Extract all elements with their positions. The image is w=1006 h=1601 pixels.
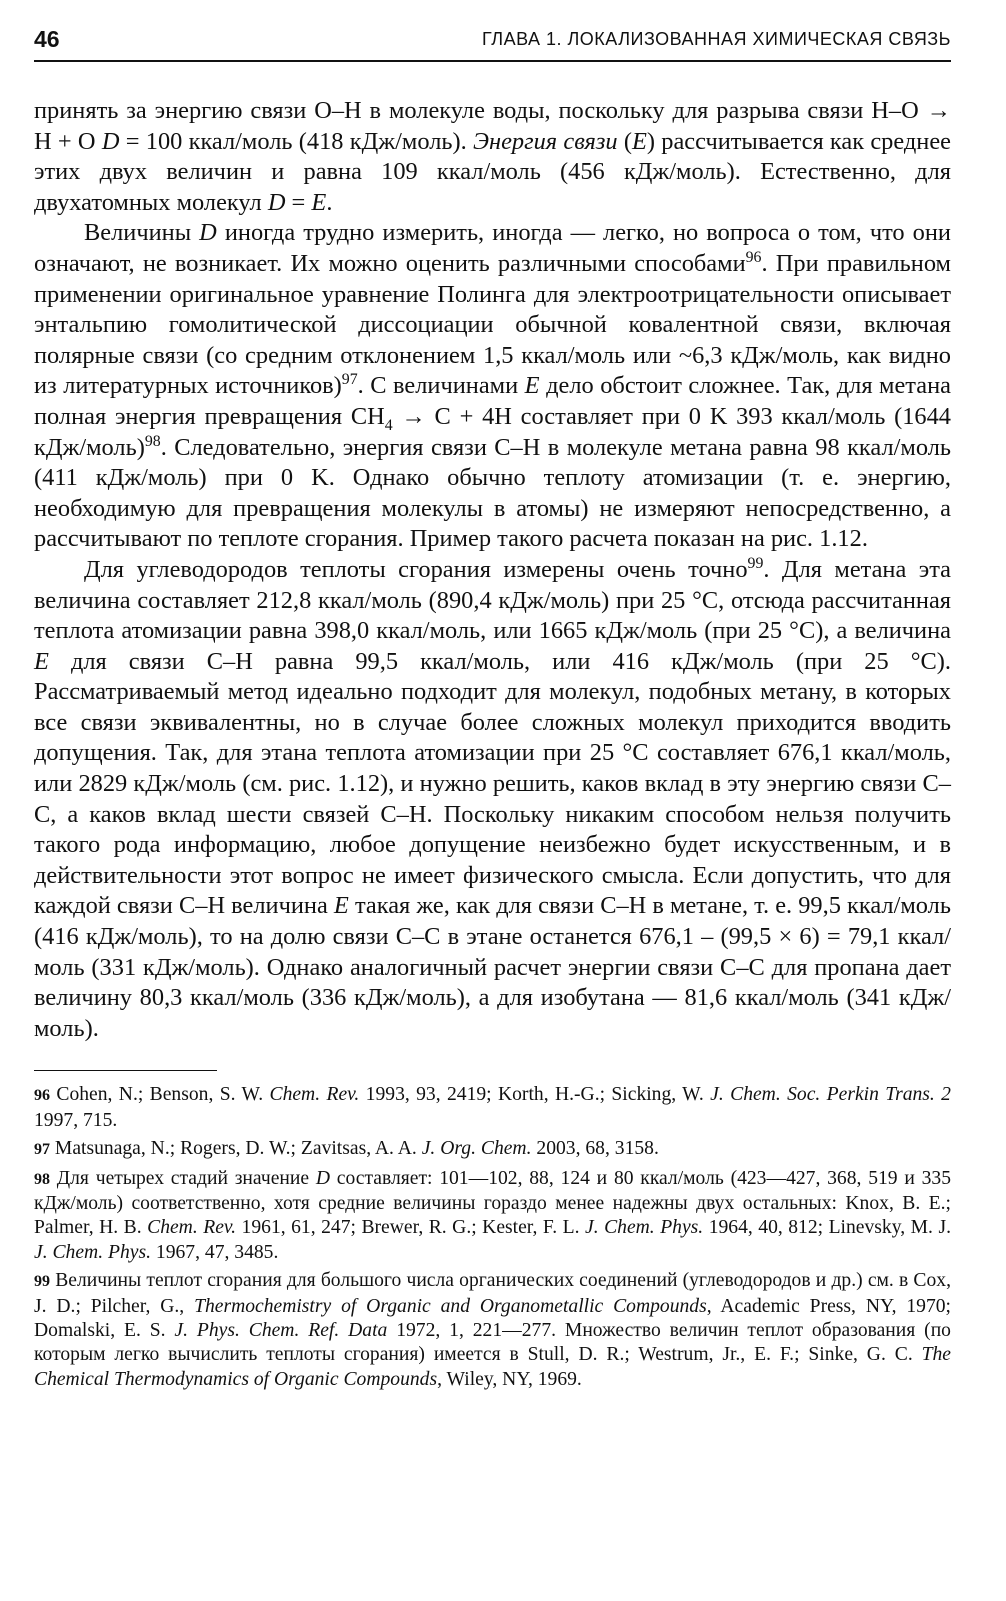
text: 1964, 40, 812; Linevsky, M. J. bbox=[708, 1217, 951, 1239]
text: 1993, 93, 2419; Korth, H.-G.; Sicking, W. bbox=[365, 1084, 704, 1106]
text: . С величинами bbox=[357, 372, 519, 400]
footnotes bbox=[34, 1083, 951, 1392]
journal: Chem. Rev. bbox=[269, 1084, 360, 1106]
footnote-ref-98[interactable]: 98 bbox=[144, 432, 161, 450]
symbol-d: D bbox=[199, 219, 217, 247]
journal: J. Chem. Soc. Perkin Trans. 2 bbox=[710, 1084, 951, 1106]
journal: J. Org. Chem. bbox=[421, 1138, 532, 1160]
text: принять за энергию связи O–H в молекуле воды, поскольку для разрыва связи H–O → H + O bbox=[34, 97, 951, 155]
footnote-divider bbox=[34, 1070, 217, 1071]
paragraph-3 bbox=[34, 555, 951, 1045]
symbol-e: E bbox=[524, 372, 540, 400]
running-head: ГЛАВА 1. ЛОКАЛИЗОВАННАЯ ХИМИЧЕСКАЯ СВЯЗЬ bbox=[482, 29, 951, 49]
body-text bbox=[34, 96, 951, 1044]
subscript: 4 bbox=[384, 416, 393, 434]
text: Matsunaga, N.; Rogers, D. W.; Zavitsas, A. A. bbox=[54, 1138, 417, 1160]
text: , Academic Press, NY, 1970; Domalski, E. S. bbox=[34, 1295, 951, 1342]
text: 1967, 47, 3485. bbox=[155, 1241, 279, 1263]
symbol-d: D bbox=[267, 188, 286, 216]
journal: J. Chem. Phys. bbox=[585, 1217, 704, 1239]
symbol-d: D bbox=[101, 127, 120, 155]
footnote-ref-97[interactable]: 97 bbox=[341, 371, 358, 389]
footnote-99 bbox=[34, 1269, 951, 1392]
term-bond-energy: Энергия связи bbox=[473, 127, 618, 155]
text: Величины теплот сгорания для большого числа органических соединений (углеводородов и др.) см. в Cox, J. D.; Pilcher, G., bbox=[34, 1270, 951, 1317]
footnote-ref-96[interactable]: 96 bbox=[745, 248, 762, 266]
text: дело обстоит сложнее. Так, для метана полная энергия превращения CH bbox=[34, 372, 951, 430]
text: такая же, как для связи C–H в метане, т. е. 99,5 ккал/моль (416 кДж/моль), то на долю связи C–C в этане останется 676,1 – (99,5 × 6) = 79,1 ккал/моль (331 кДж/моль). Однако аналогичный расчет энергии связи C–C для пропана дает величину 80,3 ккал/моль (336 кДж/моль), а для изобутана — 81,6 ккал/моль (341 кДж/моль). bbox=[34, 892, 951, 1042]
text: , Wiley, NY, 1969. bbox=[437, 1368, 582, 1390]
symbol-e: E bbox=[333, 892, 349, 920]
text: Для углеводородов теплоты сгорания измерены очень точно bbox=[84, 555, 748, 583]
text: . bbox=[326, 188, 333, 216]
text: → C + 4H составляет при 0 K 393 ккал/моль (1644 кДж/моль) bbox=[34, 402, 951, 461]
symbol-e: E bbox=[34, 647, 49, 675]
text: . Следовательно, энергия связи C–H в молекуле метана равна 98 ккал/моль (411 кДж/моль) при 0 K. Однако обычно теплоту атомизации (т. е. энергию, необходимую для превращения молекулы в атомы) не измеряют непосредственно, а рассчитывают по теплоте сгорания. Пример такого расчета показан на рис. 1.12. bbox=[34, 433, 951, 553]
footnote-number: 97 bbox=[34, 1141, 50, 1159]
footnote-ref-99[interactable]: 99 bbox=[747, 554, 764, 572]
journal: Chem. Rev. bbox=[147, 1217, 237, 1239]
text: Величины bbox=[84, 219, 192, 247]
text: = bbox=[291, 188, 306, 216]
book-page bbox=[34, 22, 951, 1396]
text: 2003, 68, 3158. bbox=[536, 1138, 659, 1160]
footnote-number: 96 bbox=[34, 1087, 50, 1105]
text: для связи C–H равна 99,5 ккал/моль, или 416 кДж/моль (при 25 °C). Рассматриваемый метод идеально подходит для молекул, подобных метану, в которых все связи эквивалентны, но в случае более сложных молекул приходится вводить допущения. Так, для этана теплота атомизации при 25 °C составляет 676,1 ккал/моль, или 2829 кДж/моль (см. рис. 1.12), и нужно решить, каков вклад в эту энергию связи C–C, а каков вклад шести связей C–H. Поскольку никаким способом нельзя получить такого рода информацию, любое допущение неизбежно будет искусственным, и в действительности этот вопрос не имеет физического смысла. Если допустить, что для каждой связи C–H величина bbox=[34, 647, 951, 920]
journal: J. Phys. Chem. Ref. Data bbox=[174, 1320, 388, 1342]
text: составляет: 101—102, 88, 124 и 80 ккал/моль (423—427, 368, 519 и 335 кДж/моль) соответственно, хотя средние величины гораздо менее надежны двух остальных: Knox, B. E.; Palmer, H. B. bbox=[34, 1167, 952, 1239]
text: ) рассчитывается как среднее этих двух величин и равна 109 ккал/моль (456 кДж/моль). Естественно, для двухатомных молекул bbox=[34, 127, 951, 216]
text: 1961, 61, 247; Brewer, R. G.; Kester, F. L. bbox=[241, 1217, 580, 1239]
footnote-98 bbox=[34, 1167, 951, 1266]
text: иногда трудно измерить, иногда — легко, но вопроса о том, что они означают, не возникает. Их можно оценить различными способами bbox=[34, 219, 951, 277]
text: . Для метана эта величина составляет 212,8 ккал/моль (890,4 кДж/моль) при 25 °C, отсюда рассчитанная теплота атомизации равна 398,0 ккал/моль, или 1665 кДж/моль (при 25 °C), а величина bbox=[34, 555, 951, 645]
journal: J. Chem. Phys. bbox=[34, 1241, 151, 1263]
text: . При правильном применении оригинальное уравнение Полинга для электроотрицательности описывает энтальпию гомолитической диссоциации обычной ковалентной связи, включая полярные связи (со средним отклонением 1,5 ккал/моль или ~6,3 кДж/моль, как видно из литературных источников) bbox=[34, 249, 951, 400]
symbol-e: E bbox=[631, 127, 647, 155]
symbol-e: E bbox=[311, 188, 327, 216]
footnote-number: 99 bbox=[34, 1273, 50, 1291]
footnote-number: 98 bbox=[34, 1170, 50, 1188]
book-title: Thermochemistry of Organic and Organometallic Compounds bbox=[194, 1295, 707, 1317]
text: 1972, 1, 221—277. Множество величин теплот образования (по которым легко вычислить теплоты сгорания) имеется в Stull, D. R.; Westrum, Jr., E. F.; Sinke, G. C. bbox=[34, 1320, 951, 1366]
text: 1997, 715. bbox=[34, 1109, 118, 1131]
footnote-97 bbox=[34, 1137, 951, 1162]
text: = 100 ккал/моль (418 кДж/моль). bbox=[125, 127, 467, 155]
page-header bbox=[34, 22, 951, 62]
paragraph-1 bbox=[34, 96, 951, 218]
symbol-d: D bbox=[315, 1167, 330, 1189]
book-title: The Chemical Thermodynamics of Organic Compounds bbox=[34, 1344, 951, 1390]
footnote-96 bbox=[34, 1083, 951, 1133]
text: Cohen, N.; Benson, S. W. bbox=[56, 1084, 264, 1106]
text: ( bbox=[623, 127, 632, 155]
text: Для четырех стадий значение bbox=[56, 1167, 310, 1189]
paragraph-2 bbox=[34, 218, 951, 555]
page-number: 46 bbox=[34, 26, 60, 52]
